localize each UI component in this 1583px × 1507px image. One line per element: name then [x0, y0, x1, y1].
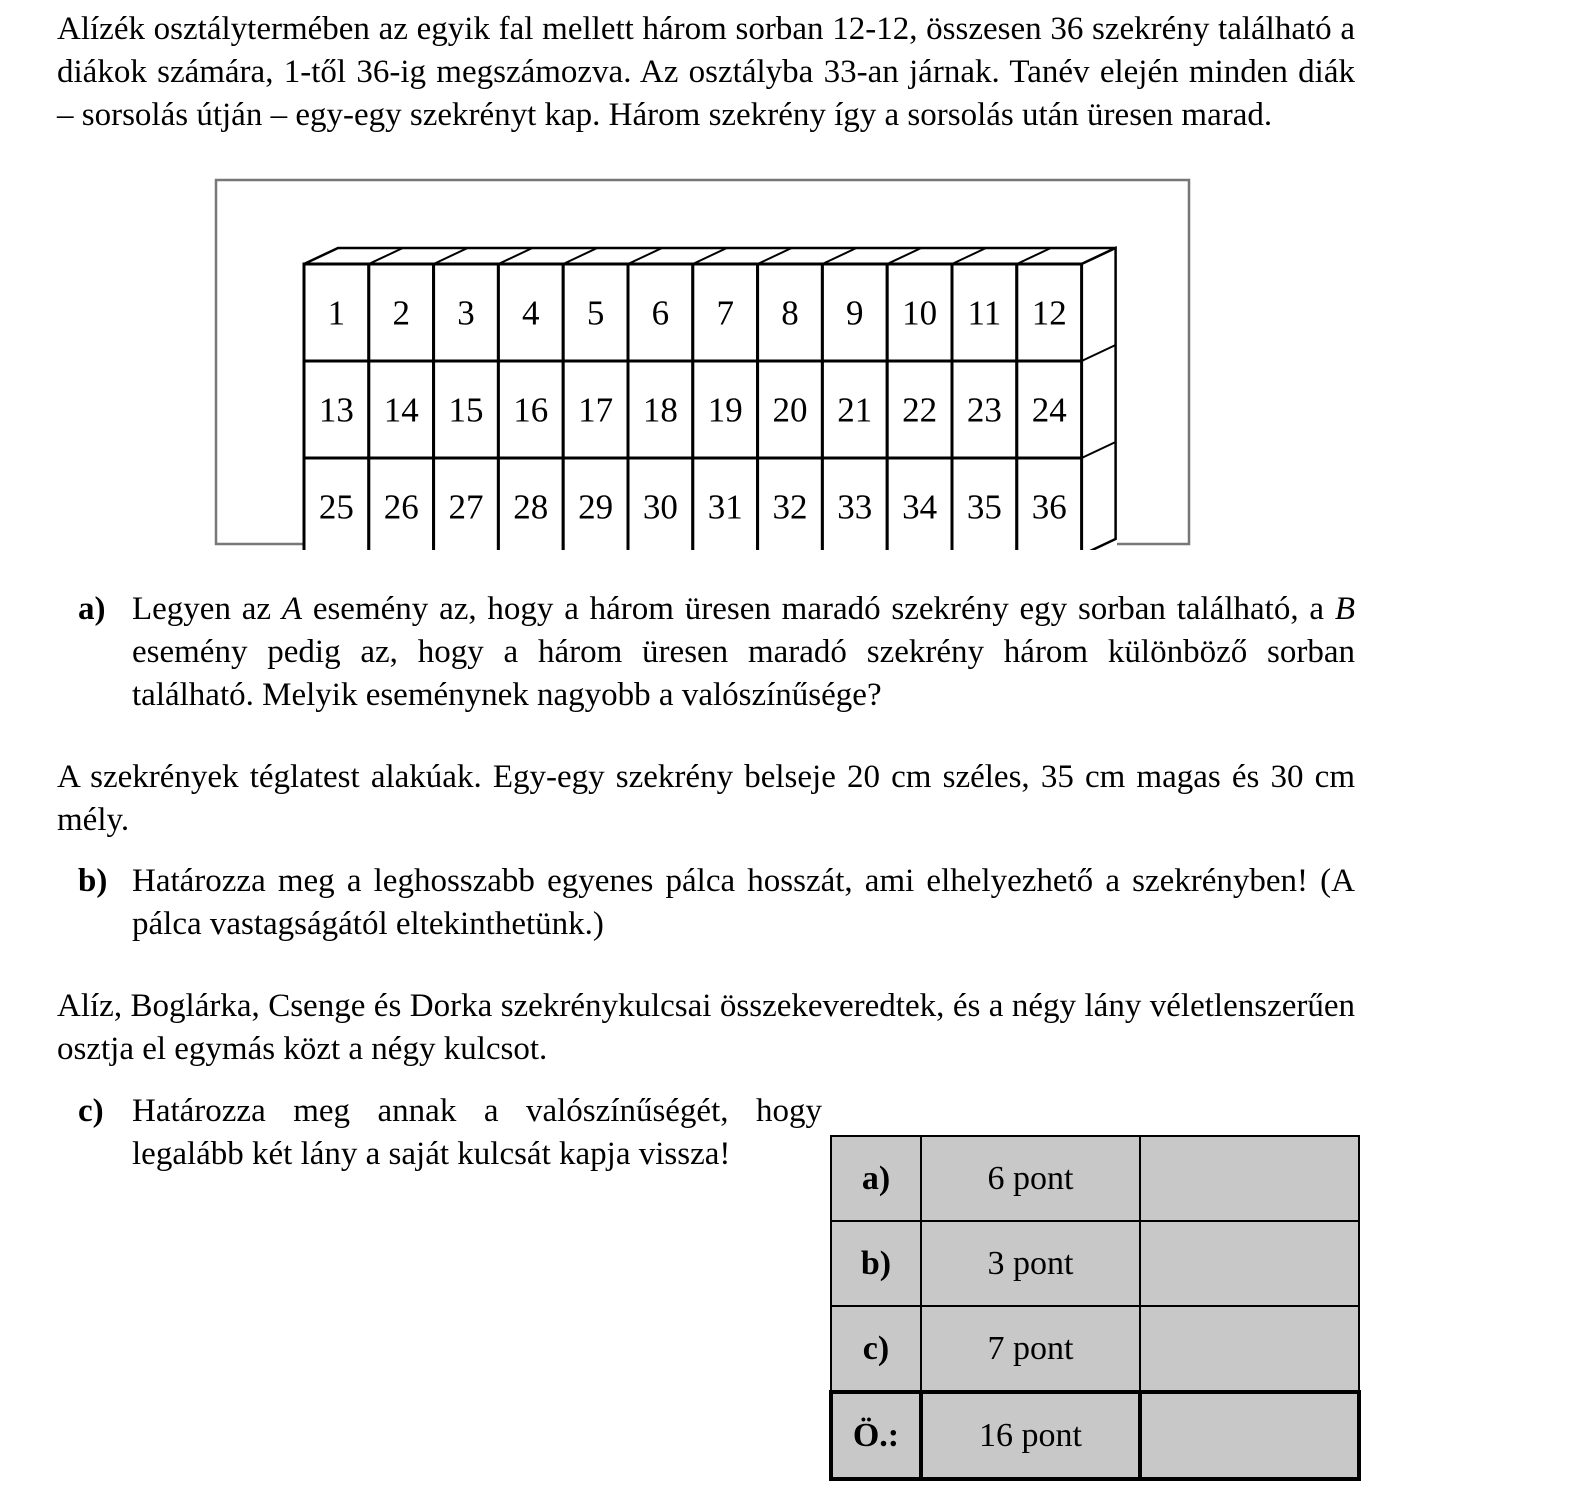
task-c-text: Határozza meg annak a valószínűségét, hogy legalább két lány a saját kulcsát kapja vissza!: [132, 1093, 822, 1172]
score-row: [831, 1136, 1359, 1221]
score-part-cell: Ö.:: [831, 1392, 921, 1479]
keys-paragraph: Alíz, Boglárka, Csenge és Dorka szekrénykulcsai összekeveredtek, és a négy lány véletlenszerűen osztja el egymás közt a négy kulcsot.: [57, 988, 1355, 1067]
locker-number: 8: [781, 293, 799, 333]
task-c-label: c): [78, 1093, 104, 1129]
score-earned-cell[interactable]: [1140, 1136, 1359, 1221]
locker-number: 1: [327, 293, 346, 333]
task-a: [78, 588, 1355, 717]
task-a-text: [132, 588, 1355, 717]
score-row: [831, 1221, 1359, 1306]
task-a-text-3: esemény pedig az, hogy a három üresen maradó szekrény három különböző sorban található. Melyik eseménynek nagyobb a valószínűsége?: [132, 634, 1355, 713]
locker-number: 16: [513, 390, 549, 430]
score-row: [831, 1306, 1359, 1392]
score-earned-cell[interactable]: [1140, 1306, 1359, 1392]
locker-number: 21: [837, 390, 873, 430]
locker-number: 30: [642, 487, 678, 527]
locker-number: 14: [383, 390, 419, 430]
task-b: [78, 860, 1355, 946]
locker-number: 5: [586, 293, 605, 333]
locker-number: 2: [392, 293, 410, 333]
task-b-text: Határozza meg a leghosszabb egyenes pálca hosszát, ami elhelyezhető a szekrényben! (A pálca vastagságától eltekinthetünk.): [132, 863, 1355, 942]
locker-number: 28: [513, 487, 549, 527]
task-a-text-1: Legyen az: [132, 591, 282, 627]
task-a-label: a): [78, 591, 106, 627]
locker-number: 26: [383, 487, 419, 527]
task-b-label: b): [78, 863, 108, 899]
score-points-cell: 7 pont: [921, 1306, 1140, 1392]
locker-number: 15: [448, 390, 484, 430]
score-points-cell: 16 pont: [921, 1392, 1140, 1479]
locker-number: 32: [772, 487, 808, 527]
locker-number: 6: [651, 293, 670, 333]
score-total-row: [831, 1392, 1359, 1479]
locker-number: 31: [707, 487, 743, 527]
locker-number: 35: [966, 487, 1002, 527]
score-points-cell: 3 pont: [921, 1221, 1140, 1306]
locker-number: 9: [846, 293, 864, 333]
locker-number: 19: [707, 390, 743, 430]
intro-paragraph: Alízék osztálytermében az egyik fal mellett három sorban 12-12, összesen 36 szekrény található a diákok számára, 1-től 36-ig megszámozva. Az osztályba 33-an járnak. Tanév elején minden diák – sorsolás útján – egy-egy szekrényt kap. Három szekrény így a sorsolás után üresen marad.: [57, 11, 1355, 133]
locker-number: 10: [902, 293, 938, 333]
locker-number: 36: [1031, 487, 1067, 527]
score-table: [829, 1135, 1361, 1481]
locker-figure: [214, 178, 1194, 555]
locker-number: 24: [1031, 390, 1067, 430]
locker-number: 33: [837, 487, 873, 527]
score-earned-cell[interactable]: [1140, 1392, 1359, 1479]
event-a-symbol: A: [281, 591, 303, 627]
locker-number: 17: [578, 390, 614, 430]
locker-size-paragraph: A szekrények téglatest alakúak. Egy-egy szekrény belseje 20 cm széles, 35 cm magas és 30 cm mély.: [57, 759, 1355, 838]
locker-number: 20: [772, 390, 808, 430]
task-a-text-2: esemény az, hogy a három üresen maradó szekrény egy sorban található, a: [302, 591, 1335, 627]
locker-number: 18: [642, 390, 678, 430]
locker-number: 27: [448, 487, 484, 527]
locker-number: 7: [716, 293, 734, 333]
event-b-symbol: B: [1334, 591, 1355, 627]
locker-number: 3: [457, 293, 475, 333]
locker-diagram: [214, 178, 1194, 550]
score-part-cell: b): [831, 1221, 921, 1306]
locker-number: 22: [902, 390, 938, 430]
locker-number: 11: [967, 293, 1002, 333]
locker-number: 34: [902, 487, 938, 527]
score-part-cell: a): [831, 1136, 921, 1221]
locker-number: 12: [1031, 293, 1067, 333]
locker-number: 4: [522, 293, 540, 333]
locker-number: 25: [318, 487, 354, 527]
locker-number: 23: [966, 390, 1002, 430]
locker-number: 29: [578, 487, 614, 527]
locker-side-surface: [1082, 248, 1116, 550]
score-earned-cell[interactable]: [1140, 1221, 1359, 1306]
score-part-cell: c): [831, 1306, 921, 1392]
locker-number: 13: [318, 390, 354, 430]
score-points-cell: 6 pont: [921, 1136, 1140, 1221]
